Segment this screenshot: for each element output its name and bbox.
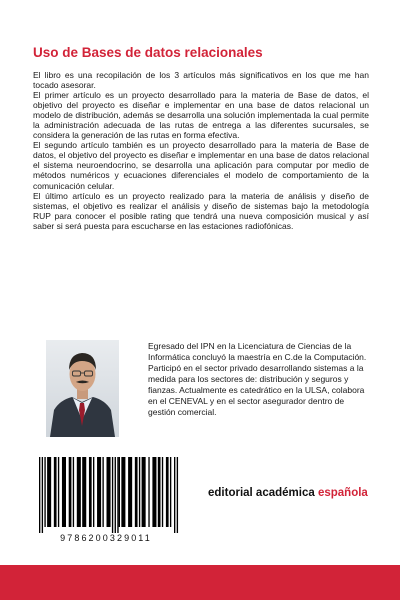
barcode-bar <box>89 457 92 527</box>
top-margin <box>0 0 400 34</box>
barcode-bar <box>39 457 40 533</box>
barcode-bar <box>117 457 118 533</box>
barcode-bar <box>166 457 169 527</box>
barcode-bar <box>42 457 43 533</box>
author-biography: Egresado del IPN en la Licenciatura de Ciencias de la Informática concluyó la maestría en C.de la Computación. Participó en el sector privado desarrollando sistemas a la medida para los sectores de: distribución y seguros y fianzas. Actualmente es catedrático en la ULSA, colabora en el CENEVAL y en el sector asegurador dentro de gestión comercial. <box>148 341 367 417</box>
barcode-bar <box>58 457 59 527</box>
synopsis-paragraph-second-article: El segundo artículo también es un proyecto desarrollado para la materia de Base de datos, el objetivo del proyecto es diseñar e implementar en una base de datos relacional el sistema neuroendocrino, se desarrolla una aplicación para computar por medio de métodos numéricos y ecuaciones diferenciales el modelo de comportamiento de la comunicación celular. <box>33 140 369 191</box>
barcode-bar <box>82 457 86 527</box>
synopsis-paragraph-last-article: El último artículo es un proyecto realizado para la materia de análisis y diseño de sistemas, el objetivo es realizar el análisis y diseño de sistemas bajo la metodología RUP para conocer el posible rating que tendrá una nueva composición musical y así saber si será puesta para escucharse en las estaciones radiofónicas. <box>33 190 369 231</box>
barcode-bar <box>97 457 101 527</box>
author-photo <box>46 340 119 437</box>
author-portrait-icon <box>46 340 119 437</box>
barcode-bar <box>177 457 178 533</box>
barcode-bar <box>44 457 45 527</box>
synopsis <box>33 70 369 231</box>
barcode-bar <box>158 457 161 527</box>
barcode-bar <box>121 457 125 527</box>
synopsis-paragraph-intro: El libro es una recopilación de los 3 artículos más significativos en los que me han tocado asesorar. <box>33 70 369 91</box>
barcode-bar <box>174 457 175 533</box>
barcode-bar <box>112 457 113 533</box>
barcode-bar <box>47 457 51 527</box>
barcode-bar <box>139 457 140 527</box>
barcode-bar <box>77 457 81 527</box>
publisher-logo <box>208 487 368 499</box>
barcode-bar <box>142 457 146 527</box>
barcode-bar <box>69 457 72 527</box>
isbn-barcode <box>31 455 181 543</box>
isbn-number: 9786200329011 <box>60 533 152 543</box>
barcode-bar <box>62 457 66 527</box>
barcode-icon <box>31 455 181 533</box>
barcode-bar <box>115 457 116 533</box>
barcode-bar <box>107 457 111 527</box>
barcode-bar <box>148 457 149 527</box>
bottom-color-band <box>0 565 400 600</box>
book-title: Uso de Bases de datos relacionales <box>33 45 263 60</box>
barcode-bar <box>93 457 94 527</box>
barcode-bar <box>152 457 156 527</box>
barcode-bar <box>162 457 163 527</box>
barcode-bar <box>135 457 138 527</box>
barcode-bar <box>170 457 171 527</box>
barcode-bar <box>73 457 74 527</box>
publisher-name-part1: editorial académica <box>208 487 318 499</box>
barcode-bar <box>119 457 120 527</box>
publisher-name-part2: española <box>317 487 368 499</box>
synopsis-paragraph-first-article: El primer artículo es un proyecto desarrollado para la materia de Base de datos, el objetivo del proyecto es diseñar e implementar en una base de datos relacional un modelo de distribución, además se desarrolla una solución implementada la cual permite la administración adecuada de las rutas de entrega a las diferentes sucursales, se considera la generación de las rutas en forma efectiva. <box>33 90 369 141</box>
barcode-bar <box>128 457 132 527</box>
barcode-bar <box>102 457 103 527</box>
barcode-bar <box>54 457 57 527</box>
